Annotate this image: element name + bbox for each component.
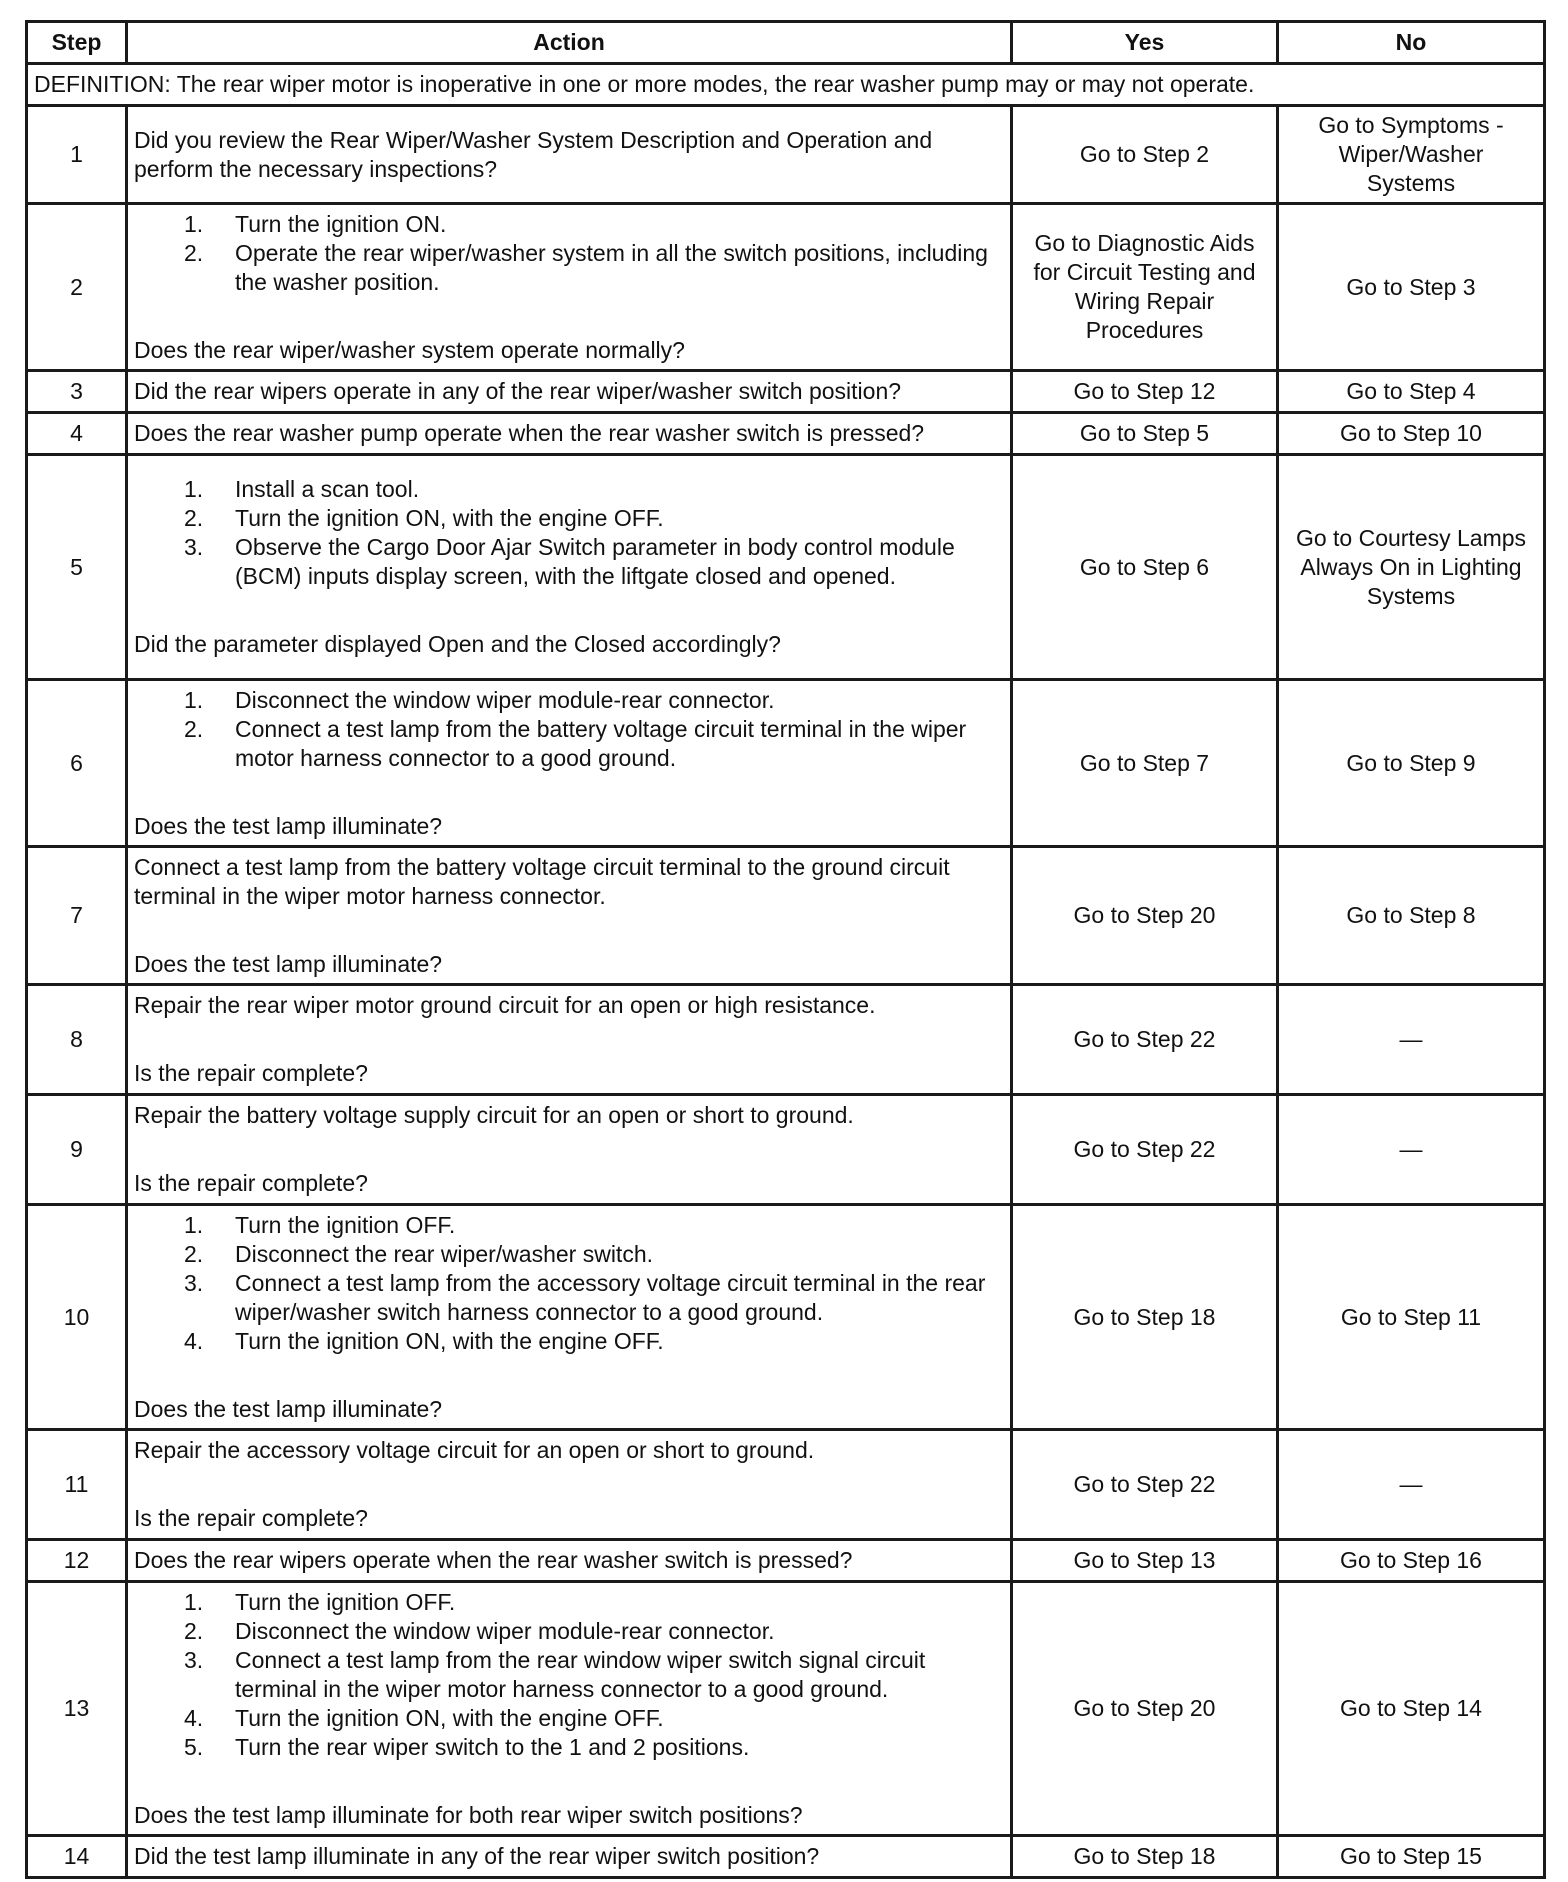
no-cell: — bbox=[1278, 1430, 1545, 1540]
header-action: Action bbox=[127, 22, 1012, 64]
table-row bbox=[27, 413, 1545, 455]
procedure-item: 3. Observe the Cargo Door Ajar Switch parameter in body control module (BCM) inputs display screen, with the liftgate closed and opened. bbox=[184, 534, 955, 589]
procedure-item: 1. Turn the ignition ON. bbox=[184, 210, 447, 237]
action-question: Does the rear washer pump operate when the rear washer switch is pressed? bbox=[134, 420, 925, 446]
procedure-item: 3. Connect a test lamp from the rear window wiper switch signal circuit terminal in the wiper motor harness connector to a good ground. bbox=[184, 1646, 926, 1702]
procedure-list bbox=[134, 1588, 1004, 1762]
header-row bbox=[27, 22, 1545, 64]
table-row bbox=[27, 847, 1545, 985]
action-cell bbox=[127, 847, 1012, 985]
step-number: 14 bbox=[27, 1836, 127, 1878]
action-text: Repair the accessory voltage circuit for an open or short to ground. bbox=[134, 1437, 815, 1463]
table-row bbox=[27, 371, 1545, 413]
table-row bbox=[27, 985, 1545, 1095]
header-yes: Yes bbox=[1012, 22, 1278, 64]
header-no: No bbox=[1278, 22, 1545, 64]
no-cell: Go to Step 8 bbox=[1278, 847, 1545, 985]
step-number: 5 bbox=[27, 455, 127, 680]
procedure-list bbox=[134, 475, 1004, 591]
yes-cell: Go to Step 18 bbox=[1012, 1205, 1278, 1430]
no-cell: — bbox=[1278, 985, 1545, 1095]
action-cell bbox=[127, 371, 1012, 413]
action-question: Does the test lamp illuminate? bbox=[134, 950, 443, 977]
table-row bbox=[27, 1430, 1545, 1540]
procedure-item: 4. Turn the ignition ON, with the engine OFF. bbox=[184, 1327, 664, 1354]
action-question: Does the rear wiper/washer system operate normally? bbox=[134, 336, 685, 363]
action-text: Connect a test lamp from the battery voltage circuit terminal to the ground circuit terminal in the wiper motor harness connector. bbox=[134, 853, 950, 909]
action-cell bbox=[127, 1095, 1012, 1205]
procedure-item: 2. Disconnect the rear wiper/washer switch. bbox=[184, 1240, 653, 1267]
step-number: 8 bbox=[27, 985, 127, 1095]
yes-cell: Go to Step 22 bbox=[1012, 985, 1278, 1095]
table-row bbox=[27, 1205, 1545, 1430]
action-question: Does the rear wipers operate when the rear washer switch is pressed? bbox=[134, 1547, 853, 1573]
table-row bbox=[27, 106, 1545, 204]
action-cell bbox=[127, 1582, 1012, 1836]
procedure-item: 4. Turn the ignition ON, with the engine OFF. bbox=[184, 1704, 664, 1731]
table-row bbox=[27, 1582, 1545, 1836]
action-cell bbox=[127, 1836, 1012, 1878]
no-cell: — bbox=[1278, 1095, 1545, 1205]
yes-cell: Go to Step 5 bbox=[1012, 413, 1278, 455]
action-cell bbox=[127, 1430, 1012, 1540]
no-cell: Go to Step 3 bbox=[1278, 204, 1545, 371]
yes-cell: Go to Step 13 bbox=[1012, 1540, 1278, 1582]
yes-cell: Go to Step 18 bbox=[1012, 1836, 1278, 1878]
procedure-list bbox=[134, 686, 1004, 773]
no-cell: Go to Step 14 bbox=[1278, 1582, 1545, 1836]
procedure-item: 2. Turn the ignition ON, with the engine OFF. bbox=[184, 505, 664, 531]
table-row bbox=[27, 204, 1545, 371]
no-cell: Go to Step 11 bbox=[1278, 1205, 1545, 1430]
procedure-item: 5. Turn the rear wiper switch to the 1 and 2 positions. bbox=[184, 1733, 750, 1760]
step-number: 9 bbox=[27, 1095, 127, 1205]
action-cell bbox=[127, 1205, 1012, 1430]
step-number: 7 bbox=[27, 847, 127, 985]
procedure-item: 2. Connect a test lamp from the battery voltage circuit terminal in the wiper motor harness connector to a good ground. bbox=[184, 715, 967, 771]
action-question: Did the test lamp illuminate in any of the rear wiper switch position? bbox=[134, 1843, 820, 1869]
no-cell: Go to Symptoms - Wiper/Washer Systems bbox=[1278, 106, 1545, 204]
step-number: 12 bbox=[27, 1540, 127, 1582]
procedure-item: 1. Install a scan tool. bbox=[184, 476, 420, 502]
action-question: Does the test lamp illuminate? bbox=[134, 812, 443, 839]
step-number: 3 bbox=[27, 371, 127, 413]
action-cell bbox=[127, 680, 1012, 847]
yes-cell: Go to Step 12 bbox=[1012, 371, 1278, 413]
step-number: 6 bbox=[27, 680, 127, 847]
no-cell: Go to Step 10 bbox=[1278, 413, 1545, 455]
table-row bbox=[27, 1095, 1545, 1205]
yes-cell: Go to Step 20 bbox=[1012, 1582, 1278, 1836]
action-cell bbox=[127, 204, 1012, 371]
action-cell bbox=[127, 985, 1012, 1095]
action-question: Did the parameter displayed Open and the Closed accordingly? bbox=[134, 631, 781, 657]
action-question: Did the rear wipers operate in any of the rear wiper/washer switch position? bbox=[134, 378, 902, 404]
table-row bbox=[27, 1836, 1545, 1878]
yes-cell: Go to Step 2 bbox=[1012, 106, 1278, 204]
procedure-list bbox=[134, 1211, 1004, 1356]
yes-cell: Go to Diagnostic Aids for Circuit Testing and Wiring Repair Procedures bbox=[1012, 204, 1278, 371]
no-cell: Go to Courtesy Lamps Always On in Lighting Systems bbox=[1278, 455, 1545, 680]
no-cell: Go to Step 4 bbox=[1278, 371, 1545, 413]
action-cell bbox=[127, 106, 1012, 204]
table-row bbox=[27, 1540, 1545, 1582]
action-text: Repair the rear wiper motor ground circuit for an open or high resistance. bbox=[134, 992, 876, 1018]
diagnostic-table bbox=[25, 20, 1546, 1879]
procedure-item: 2. Disconnect the window wiper module-rear connector. bbox=[184, 1617, 775, 1644]
procedure-item: 3. Connect a test lamp from the accessory voltage circuit terminal in the rear wiper/washer switch harness connector to a good ground. bbox=[184, 1269, 986, 1325]
step-number: 11 bbox=[27, 1430, 127, 1540]
procedure-item: 1. Turn the ignition OFF. bbox=[184, 1588, 456, 1615]
step-number: 4 bbox=[27, 413, 127, 455]
yes-cell: Go to Step 20 bbox=[1012, 847, 1278, 985]
action-cell bbox=[127, 455, 1012, 680]
action-question: Does the test lamp illuminate? bbox=[134, 1395, 443, 1422]
action-question: Does the test lamp illuminate for both rear wiper switch positions? bbox=[134, 1801, 803, 1828]
procedure-item: 2. Operate the rear wiper/washer system in all the switch positions, including the washer position. bbox=[184, 239, 988, 295]
yes-cell: Go to Step 7 bbox=[1012, 680, 1278, 847]
definition-row bbox=[27, 64, 1545, 106]
procedure-item: 1. Turn the ignition OFF. bbox=[184, 1211, 456, 1238]
procedure-list bbox=[134, 210, 1004, 297]
action-cell bbox=[127, 413, 1012, 455]
no-cell: Go to Step 16 bbox=[1278, 1540, 1545, 1582]
action-question: Did you review the Rear Wiper/Washer System Description and Operation and perform the necessary inspections? bbox=[134, 126, 933, 182]
step-number: 1 bbox=[27, 106, 127, 204]
definition-text: DEFINITION: The rear wiper motor is inoperative in one or more modes, the rear washer pump may or may not operate. bbox=[27, 64, 1545, 106]
yes-cell: Go to Step 6 bbox=[1012, 455, 1278, 680]
step-number: 2 bbox=[27, 204, 127, 371]
header-step: Step bbox=[27, 22, 127, 64]
no-cell: Go to Step 9 bbox=[1278, 680, 1545, 847]
action-question: Is the repair complete? bbox=[134, 1060, 368, 1086]
action-cell bbox=[127, 1540, 1012, 1582]
procedure-item: 1. Disconnect the window wiper module-rear connector. bbox=[184, 686, 775, 713]
action-question: Is the repair complete? bbox=[134, 1505, 368, 1531]
action-question: Is the repair complete? bbox=[134, 1170, 368, 1196]
table-row bbox=[27, 680, 1545, 847]
step-number: 13 bbox=[27, 1582, 127, 1836]
table-row bbox=[27, 455, 1545, 680]
yes-cell: Go to Step 22 bbox=[1012, 1095, 1278, 1205]
action-text: Repair the battery voltage supply circuit for an open or short to ground. bbox=[134, 1102, 854, 1128]
step-number: 10 bbox=[27, 1205, 127, 1430]
yes-cell: Go to Step 22 bbox=[1012, 1430, 1278, 1540]
no-cell: Go to Step 15 bbox=[1278, 1836, 1545, 1878]
